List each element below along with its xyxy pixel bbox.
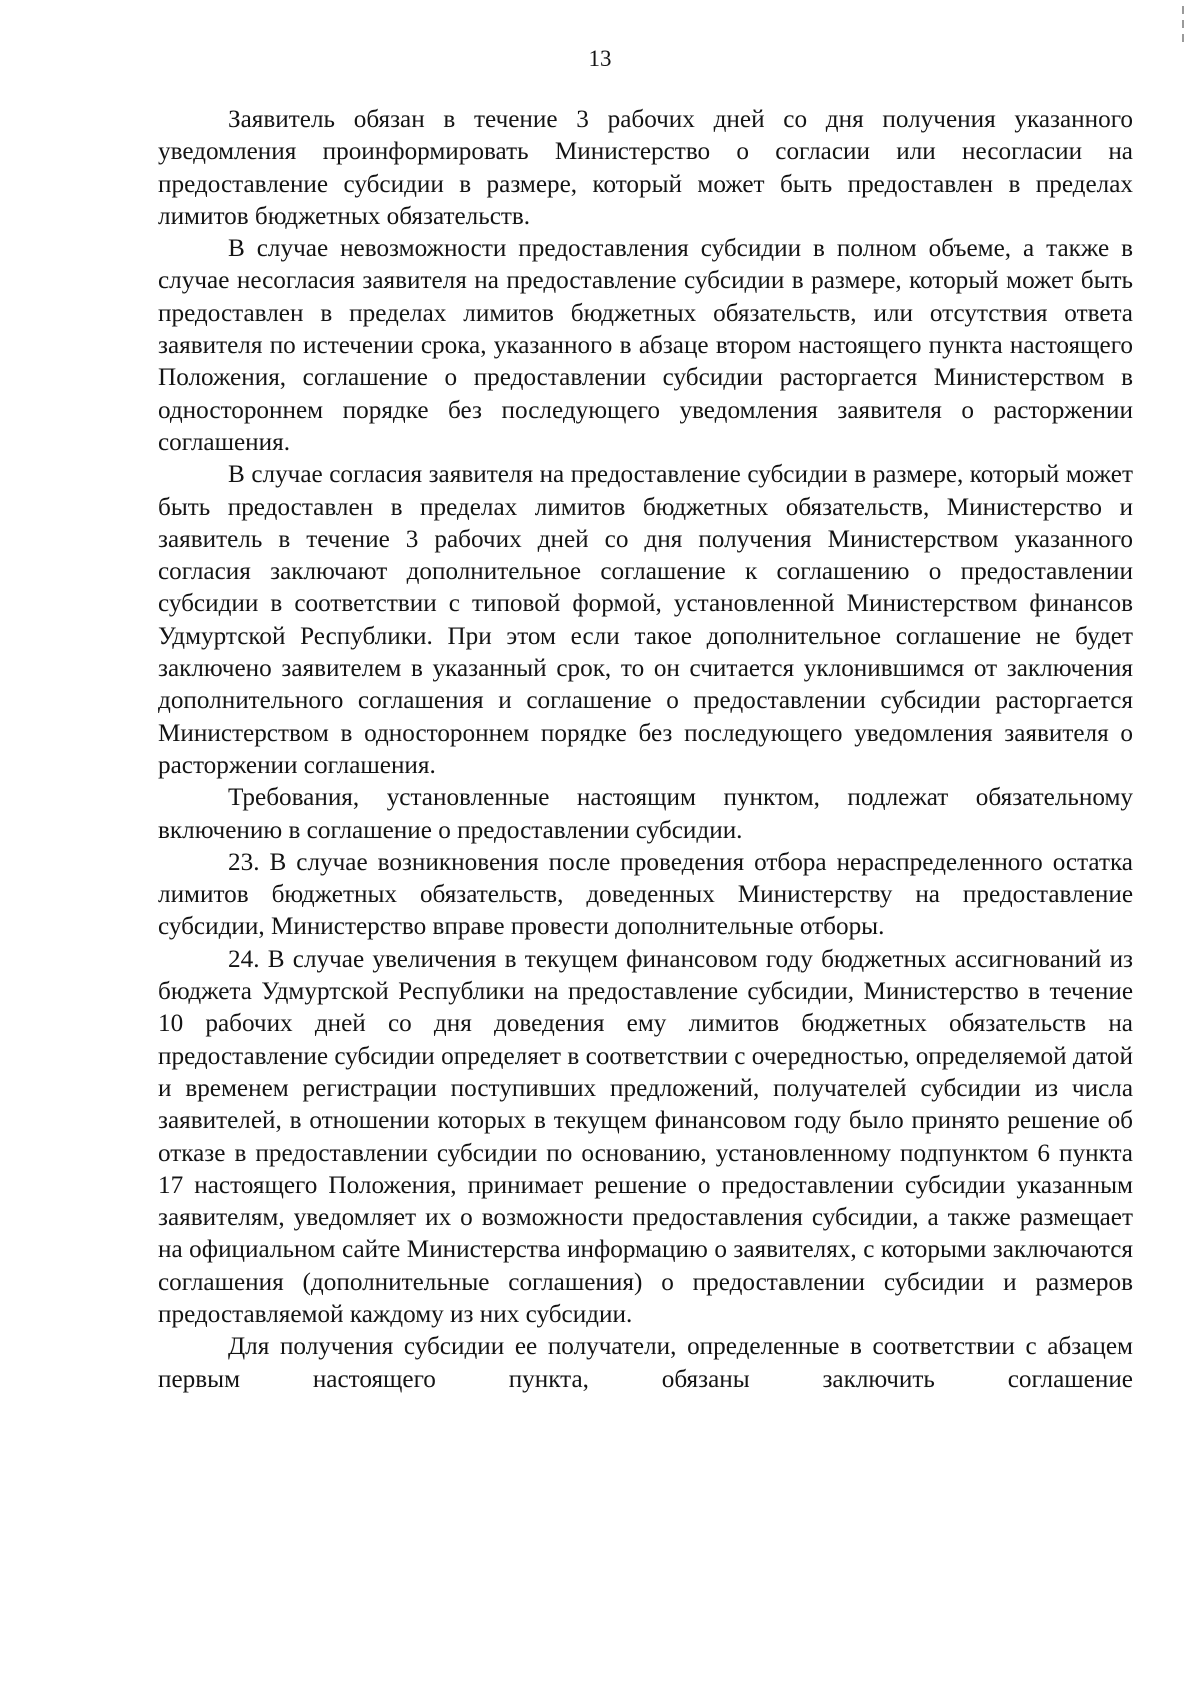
document-body	[158, 104, 1133, 1396]
paragraph-impossibility-case: В случае невозможности предоставления субсидии в полном объеме, а также в случае несогласия заявителя на предоставление субсидии в размере, который может быть предоставлен в пределах лимитов бюджетных обязательств, или отсутствия ответа заявителя по истечении срока, указанного в абзаце втором настоящего пункта настоящего Положения, соглашение о предоставлении субсидии расторгается Министерством в одностороннем порядке без последующего уведомления заявителя о расторжении соглашения.	[158, 235, 1133, 456]
paragraph-requirements: Требования, установленные настоящим пунктом, подлежат обязательному включению в соглашение о предоставлении субсидии.	[158, 784, 1133, 844]
paragraph-applicant-obligation: Заявитель обязан в течение 3 рабочих дней со дня получения указанного уведомления проинформировать Министерство о согласии или несогласии на предоставление субсидии в размере, который может быть предоставлен в пределах лимитов бюджетных обязательств.	[158, 106, 1133, 230]
paragraph-item-23: 23. В случае возникновения после проведения отбора нераспределенного остатка лимитов бюджетных обязательств, доведенных Министерству на предоставление субсидии, Министерство вправе провести дополнительные отборы.	[158, 848, 1133, 941]
scan-edge-mark	[1182, 20, 1184, 28]
page-number: 13	[588, 46, 612, 71]
paragraph-item-24: 24. В случае увеличения в текущем финансовом году бюджетных ассигнований из бюджета Удмуртской Республики на предоставление субсидии, Министерство в течение 10 рабочих дней со дня доведения ему лимитов бюджетных обязательств на предоставление субсидии определяет в соответствии с очередностью, определяемой датой и временем регистрации поступивших предложений, получателей субсидии из числа заявителей, в отношении которых в текущем финансовом году было принято решение об отказе в предоставлении субсидии по основанию, установленному подпунктом 6 пункта 17 настоящего Положения, принимает решение о предоставлении субсидии указанным заявителям, уведомляет их о возможности предоставления субсидии, а также размещает на официальном сайте Министерства информацию о заявителях, с которыми заключаются соглашения (дополнительные соглашения) о предоставлении субсидии и размеров предоставляемой каждому из них субсидии.	[158, 945, 1133, 1328]
paragraph-obtaining-subsidy: Для получения субсидии ее получатели, определенные в соответствии с абзацем первым настоящего пункта, обязаны заключить соглашение	[158, 1333, 1133, 1393]
scan-edge-mark	[1182, 34, 1184, 42]
scan-edge-mark	[1182, 6, 1184, 14]
paragraph-consent-case: В случае согласия заявителя на предоставление субсидии в размере, который может быть предоставлен в пределах лимитов бюджетных обязательств, Министерство и заявитель в течение 3 рабочих дней со дня получения Министерством указанного согласия заключают дополнительное соглашение к соглашению о предоставлении субсидии в соответствии с типовой формой, установленной Министерством финансов Удмуртской Республики. При этом если такое дополнительное соглашение не будет заключено заявителем в указанный срок, то он считается уклонившимся от заключения дополнительного соглашения и соглашение о предоставлении субсидии расторгается Министерством в одностороннем порядке без последующего уведомления заявителя о расторжении соглашения.	[158, 461, 1133, 779]
